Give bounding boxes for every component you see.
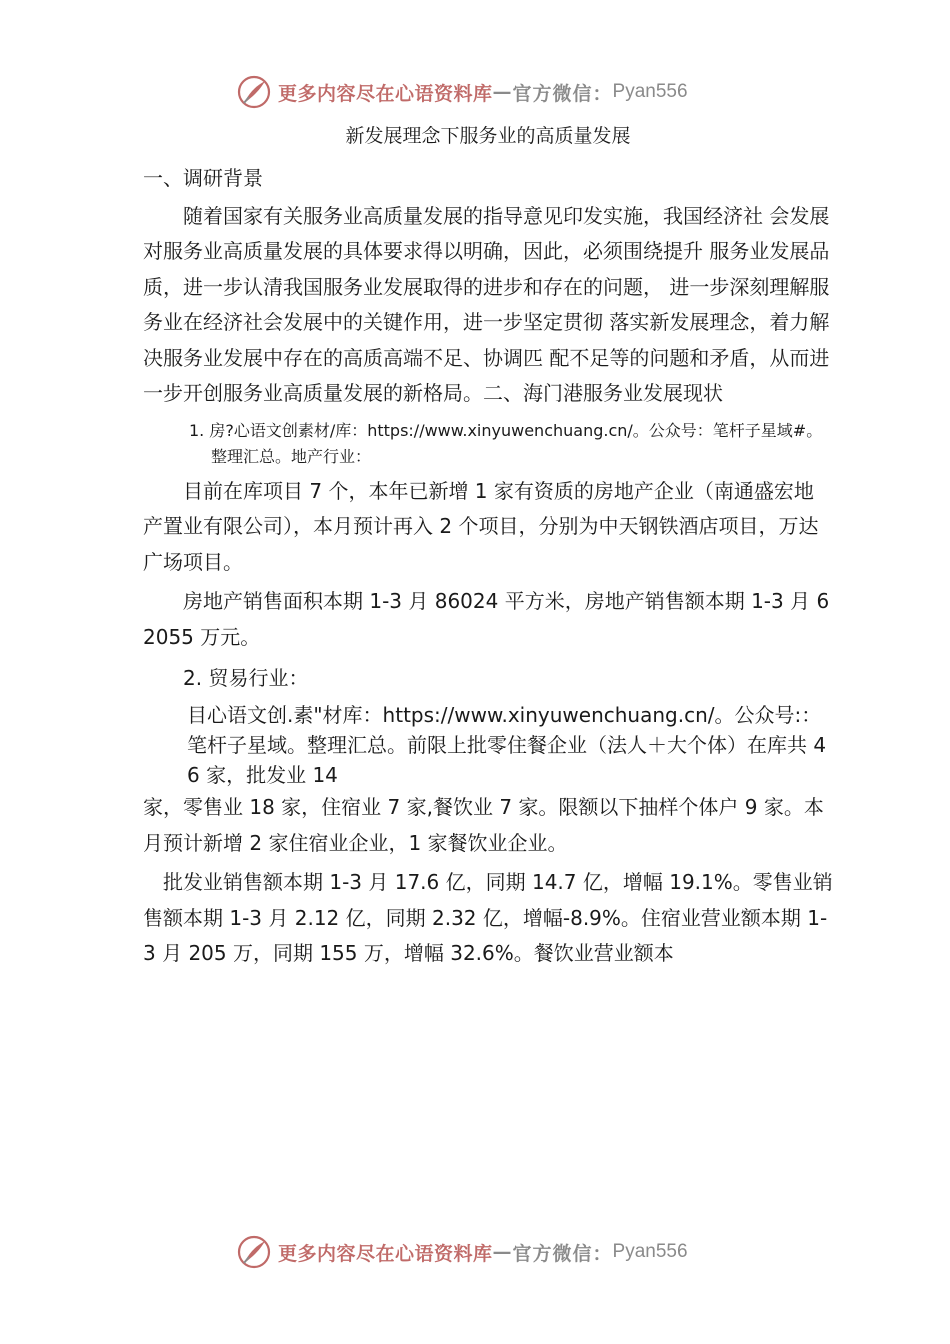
banner-separator: — [492, 1241, 513, 1263]
paragraph-real-estate-projects: 目前在库项目 7 个，本年已新增 1 家有资质的房地产企业（南通盛宏地产置业有限公司），本月预计再入 2 个项目，分别为中天钢铁酒店项目，万达广场项目。 [143, 478, 819, 574]
banner-wechat-id: Pyan556 [612, 1241, 688, 1262]
top-banner [236, 72, 688, 112]
paragraph-trade-sales: 批发业销售额本期 1-3 月 17.6 亿，同期 14.7 亿，增幅 19.1%。零售业销售额本期 1-3 月 2.12 亿，同期 2.32 亿，增幅-8.9%。住宿业营业额本期 1-3 月 205 万，同期 155 万，增幅 32.6%。餐饮业营业额本 [143, 870, 833, 965]
banner-wechat-id: Pyan556 [612, 81, 688, 102]
list-item-trade: 2. 贸易行业： [183, 666, 309, 690]
section-heading: 一、调研背景 [143, 165, 263, 190]
banner-separator: — [492, 81, 513, 103]
banner-wechat-label: 官方微信： [512, 1242, 613, 1265]
list-item-real-estate: 1. 房?心语文创素材/库：https://www.xinyuwenchuang.cn/。公众号：笔杆子星域#。整理汇总。地产行业： [189, 420, 823, 466]
feather-pen-logo-icon [236, 1234, 272, 1270]
paragraph-trade-enterprises: 目心语文创.素"材库：https://www.xinyuwenchuang.cn/。公众号:：笔杆子星域。整理汇总。前限上批零住餐企业（法人＋大个体）在库共 46 家，批发业 14 [187, 703, 827, 787]
paragraph-real-estate-sales: 房地产销售面积本期 1-3 月 86024 平方米，房地产销售额本期 1-3 月 62055 万元。 [143, 589, 830, 649]
paragraph-trade-breakdown: 家，零售业 18 家，住宿业 7 家,餐饮业 7 家。限额以下抽样个体户 9 家。本月预计新增 2 家住宿业企业，1 家餐饮业企业。 [143, 795, 824, 855]
banner-text: 更多内容尽在心语资料库 [278, 1242, 493, 1265]
paragraph-background: 随着国家有关服务业高质量发展的指导意见印发实施，我国经济社 会发展对服务业高质量发展的具体要求得以明确，因此，必须围绕提升 服务业发展品质，进一步认清我国服务业发展取得的进步和存在的问题， 进一步深刻理解服务业在经济社会发展中的关键作用，进一步坚定贯彻 落实新发展理念，着力解决服务业发展中存在的高质高端不足、协调匹 配不足等的问题和矛盾，从而进一步开创服务业高质量发展的新格局。二、海门港服务业发展现状 [143, 203, 830, 405]
banner-text: 更多内容尽在心语资料库 [278, 82, 493, 105]
feather-pen-logo-icon [236, 74, 272, 110]
bottom-banner [236, 1232, 688, 1272]
document-title: 新发展理念下服务业的高质量发展 [345, 125, 631, 147]
banner-wechat-label: 官方微信： [512, 82, 613, 105]
document-body [143, 122, 833, 972]
